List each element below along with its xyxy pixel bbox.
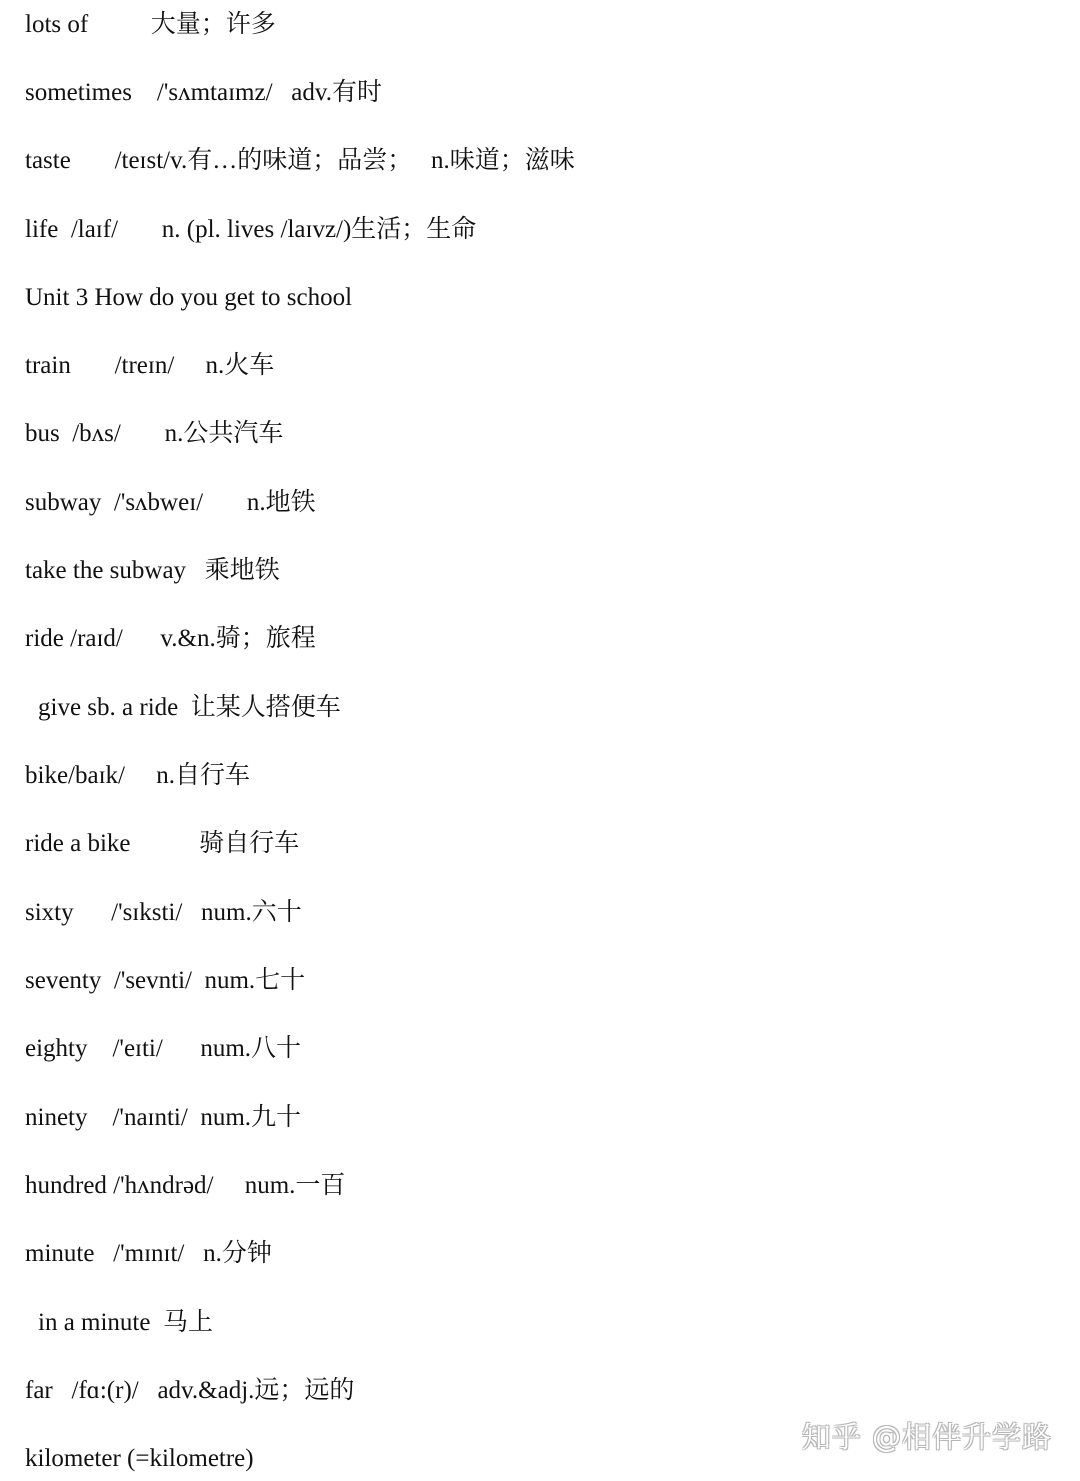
vocab-entry-taste: taste /teɪst/v.有…的味道；品尝； n.味道；滋味 [25,147,575,174]
vocab-entry-subway: subway /'sʌbweɪ/ n.地铁 [25,489,316,516]
vocab-entry-in-a-minute: in a minute 马上 [38,1309,213,1336]
vocab-entry-life: life /laɪf/ n. (pl. lives /laɪvz/)生活；生命 [25,216,477,243]
vocab-entry-take-the-subway: take the subway 乘地铁 [25,557,280,584]
vocab-entry-seventy: seventy /'sevnti/ num.七十 [25,967,306,994]
vocab-entry-train: train /treɪn/ n.火车 [25,352,275,379]
vocab-entry-sixty: sixty /'sɪksti/ num.六十 [25,899,302,926]
vocab-entry-ride: ride /raɪd/ v.&n.骑；旅程 [25,625,316,652]
vocab-entry-minute: minute /'mɪnɪt/ n.分钟 [25,1240,272,1267]
vocab-entry-eighty: eighty /'eɪti/ num.八十 [25,1035,302,1062]
vocab-entry-ninety: ninety /'naɪnti/ num.九十 [25,1104,302,1131]
vocab-entry-bus: bus /bʌs/ n.公共汽车 [25,420,284,447]
vocab-entry-lots-of: lots of 大量；许多 [25,11,276,38]
vocab-entry-give-sb-a-ride: give sb. a ride 让某人搭便车 [38,694,341,721]
vocab-entry-sometimes: sometimes /'sʌmtaɪmz/ adv.有时 [25,79,383,106]
vocab-entry-ride-a-bike: ride a bike 骑自行车 [25,830,300,857]
vocab-entry-far: far /fɑ:(r)/ adv.&adj.远；远的 [25,1377,355,1404]
watermark: 知乎 @相伴升学路 [801,1420,1052,1454]
vocab-entry-kilometer: kilometer (=kilometre) [25,1445,254,1472]
vocab-entry-bike: bike/baɪk/ n.自行车 [25,762,250,789]
unit-heading: Unit 3 How do you get to school [25,284,353,311]
vocab-entry-hundred: hundred /'hʌndrəd/ num.一百 [25,1172,346,1199]
